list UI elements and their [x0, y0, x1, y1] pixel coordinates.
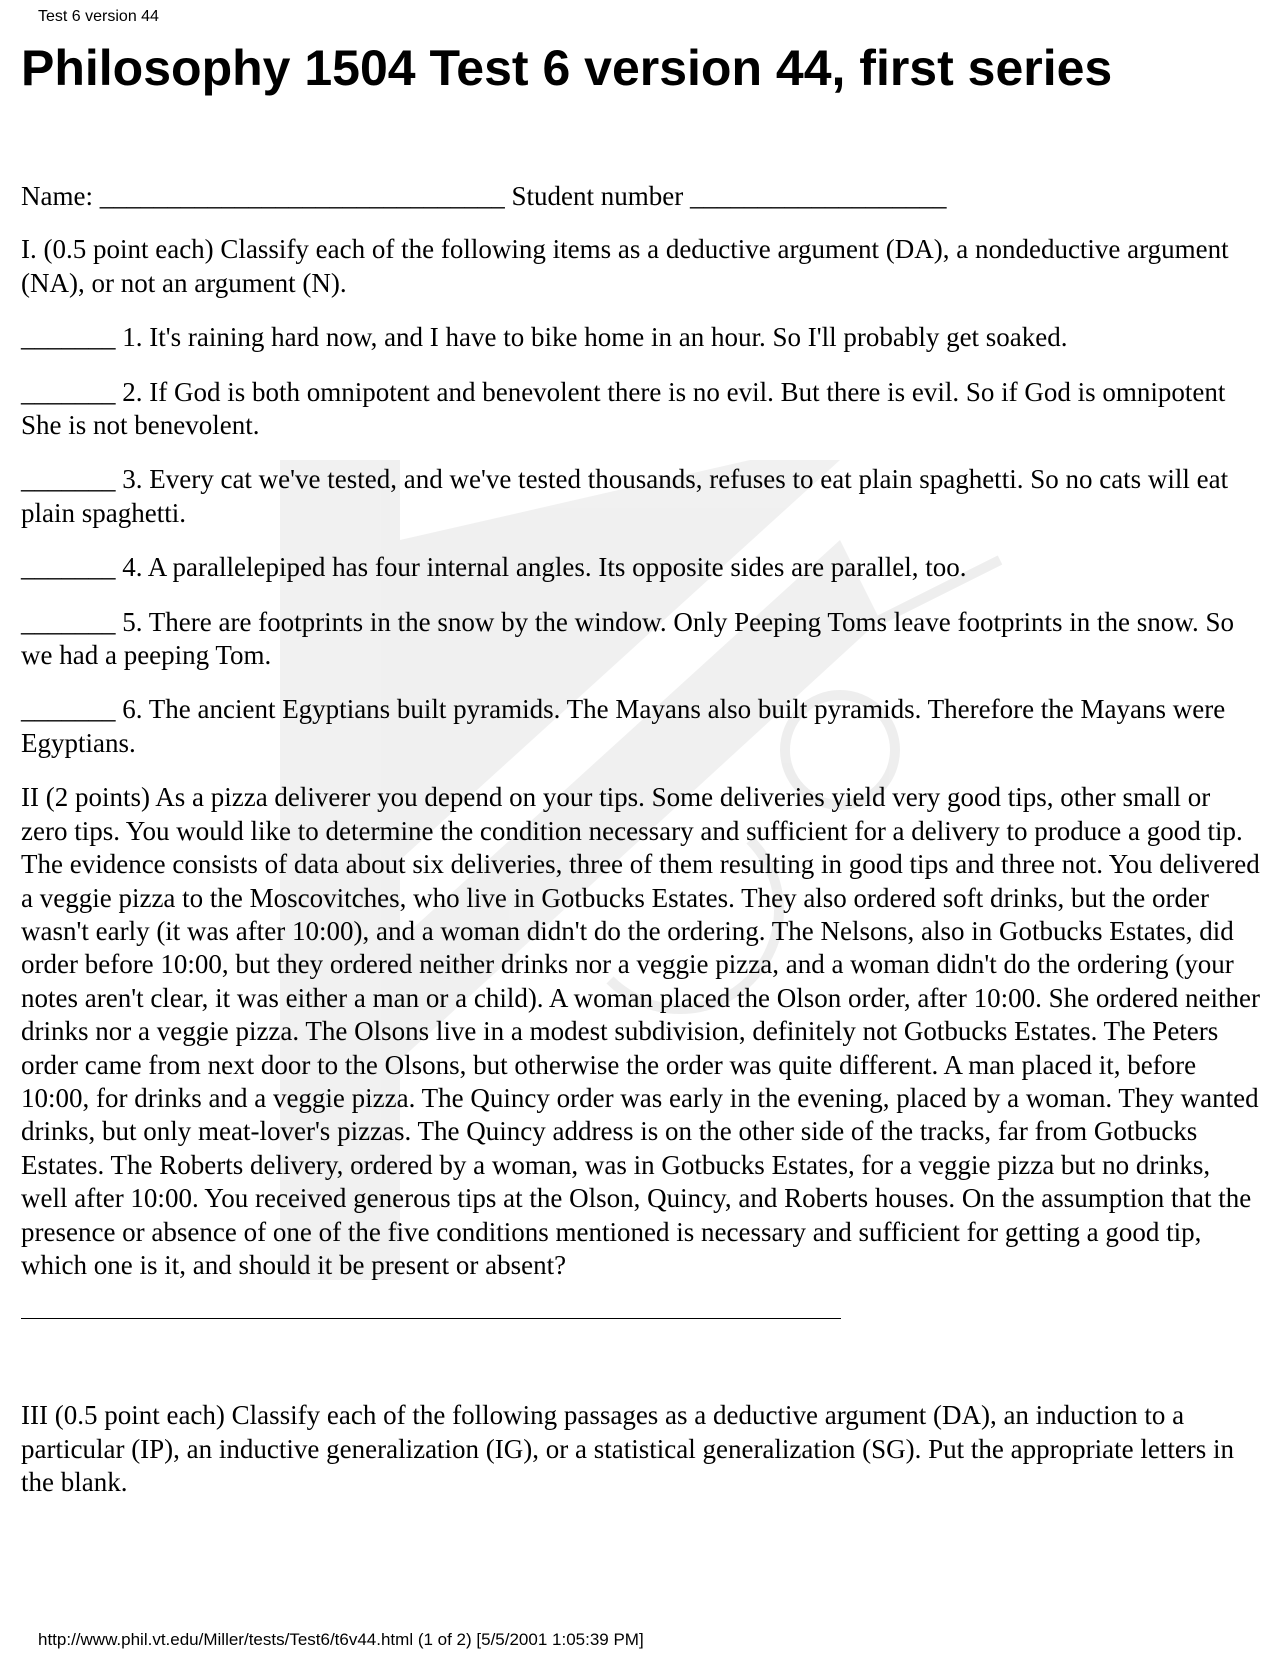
question-text: 3. Every cat we've tested, and we've tested thousands, refuses to eat plain spaghetti. So no cats will eat plain spaghetti.	[21, 464, 1229, 528]
section-1-instructions: I. (0.5 point each) Classify each of the following items as a deductive argument (DA), a nondeductive argument (NA), or not an argument (N).	[21, 234, 1229, 298]
test-body	[21, 180, 1261, 1521]
student-number-blank: ___________________	[689, 181, 947, 211]
question-text: 6. The ancient Egyptians built pyramids. The Mayans also built pyramids. Therefore the Mayans were Egyptians.	[21, 694, 1226, 758]
question-text: 4. A parallelepiped has four internal angles. Its opposite sides are parallel, too.	[122, 552, 967, 583]
running-header: Test 6 version 44	[38, 8, 159, 25]
page-footer-url: http://www.phil.vt.edu/Miller/tests/Test6/t6v44.html (1 of 2) [5/5/2001 1:05:39 PM]	[38, 1630, 644, 1649]
name-label: Name:	[21, 181, 93, 211]
section-2-question: II (2 points) As a pizza deliverer you depend on your tips. Some deliveries yield very good tips, other small or zero tips. You would like to determine the condition necessary and sufficient for a delivery to produce a good tip. The evidence consists of data about six deliveries, three of them resulting in good tips and three not. You delivered a veggie pizza to the Moscovitches, who live in Gotbucks Estates. They also ordered soft drinks, but the order wasn't early (it was after 10:00), and a woman didn't do the ordering. The Nelsons, also in Gotbucks Estates, did order before 10:00, but they ordered neither drinks nor a veggie pizza, and a woman didn't do the ordering (your notes aren't clear, it was either a man or a child). A woman placed the Olson order, after 10:00. She ordered neither drinks nor a veggie pizza. The Olsons live in a modest subdivision, definitely not Gotbucks Estates. The Peters order came from next door to the Olsons, but otherwise the order was quite different. A man placed it, before 10:00, for drinks and a veggie pizza. The Quincy order was early in the evening, placed by a woman. They wanted drinks, but only meat-lover's pizzas. The Quincy address is on the other side of the tracks, far from Gotbucks Estates. The Roberts delivery, ordered by a woman, was in Gotbucks Estates, for a veggie pizza but no drinks, well after 10:00. You received generous tips at the Olson, Quincy, and Roberts houses. On the assumption that the presence or absence of one of the five conditions mentioned is necessary and sufficient for getting a good tip, which one is it, and should it be present or absent?	[21, 782, 1261, 1280]
question-3	[21, 463, 1261, 530]
student-number-label: Student number	[511, 181, 684, 211]
name-blank: ______________________________	[99, 181, 505, 211]
section-2-answer-line	[21, 1318, 841, 1319]
question-text: 2. If God is both omnipotent and benevolent there is no evil. But there is evil. So if God is omnipotent She is not benevolent.	[21, 376, 1226, 441]
answer-blank: _______	[21, 376, 116, 407]
question-text: 5. There are footprints in the snow by the window. Only Peeping Toms leave footprints in the snow. So we had a peeping Tom.	[21, 606, 1234, 671]
answer-blank: _______	[21, 694, 116, 725]
question-text: 1. It's raining hard now, and I have to bike home in an hour. So I'll probably get soaked.	[122, 322, 1068, 353]
page-title: Philosophy 1504 Test 6 version 44, first series	[21, 40, 1113, 96]
question-1	[21, 321, 1261, 354]
answer-blank: _______	[21, 464, 116, 495]
question-2	[21, 376, 1261, 443]
answer-blank: _______	[21, 552, 116, 583]
student-info-line	[21, 180, 1261, 213]
question-5	[21, 606, 1261, 673]
question-6	[21, 693, 1261, 760]
answer-blank: _______	[21, 606, 116, 637]
answer-blank: _______	[21, 322, 116, 353]
section-3-instructions: III (0.5 point each) Classify each of the following passages as a deductive argument (DA), an induction to a particular (IP), an inductive generalization (IG), or a statistical generalization (SG). Put the appropriate letters in the blank.	[21, 1400, 1235, 1498]
question-4	[21, 551, 1261, 584]
